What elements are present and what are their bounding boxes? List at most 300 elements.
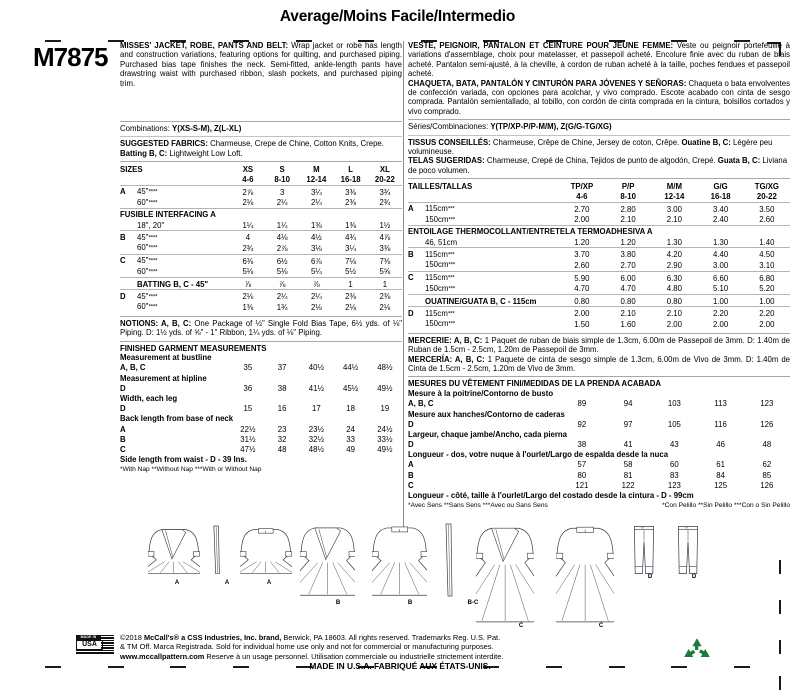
description-body-fr: Veste ou peignoir portefeuille à variations d'assemblage, choix pour matelasser, et passepoil acheté. Encolure finie avec du ruban de biais acheté. Pantalon semi-ajusté, à la cheville, à cordon de ruban acheté à la taille, poches fendues et passepoil acheté.: [408, 41, 790, 79]
yardage-value: 2⅜: [368, 290, 402, 302]
measurement-value: 15: [243, 404, 253, 414]
badge-underlines: [76, 650, 114, 655]
yardage-row-label: 150cm***: [425, 283, 455, 293]
size-header-cell: M: [313, 164, 320, 174]
yardage-value: 4⅞: [368, 231, 402, 243]
yardage-value: 2.60: [574, 260, 590, 270]
piece-letter: B: [120, 232, 126, 242]
yardage-row-label: D 115cm***: [408, 307, 559, 319]
yardage-value: 2.00: [666, 319, 682, 329]
yardage-row-label: C 115cm***: [408, 271, 559, 283]
yardage-row: [408, 283, 790, 294]
yardage-value: 0.80: [605, 295, 651, 307]
yardage-row-label: B 115cm***: [408, 248, 559, 260]
yardage-value: 3¼: [299, 185, 333, 197]
size-number-cell: 16-18: [340, 174, 361, 184]
piece-letter: C: [120, 256, 126, 266]
yardage-table-imperial: [120, 164, 402, 312]
yardage-value: 2⅜: [345, 198, 357, 208]
measurement-heading: Back length from base of neck: [120, 414, 234, 424]
measurement-value: 16: [277, 404, 287, 414]
yardage-value: 2.70: [559, 202, 605, 214]
batting-label-es: Guata B, C:: [717, 156, 761, 166]
yardage-value: 1.40: [759, 237, 775, 247]
yardage-value: 3.00: [713, 260, 729, 270]
measurement-value: 38: [577, 440, 587, 450]
yardage-value: 2.10: [651, 307, 697, 319]
yardage-value: 1.30: [713, 237, 729, 247]
yardage-value: 1: [333, 278, 367, 290]
measurement-value: 125: [714, 480, 728, 490]
notions-text-fr: 1 Paquet de ruban de biais simple de 1.3cm, 6.00m de Passepoil de 3mm. D: 1.40m de Ruban de 1.5cm - 2.5cm, 1.20m de Passepoil de 3mm.: [408, 335, 791, 355]
yardage-section-heading: ENTOILAGE THERMOCOLLANT/ENTRETELA TERMOADHESIVA A: [408, 226, 790, 238]
measurement-value: 24: [346, 424, 355, 434]
garment-illustration: [476, 522, 534, 625]
suggested-fabrics-fr: [408, 138, 790, 157]
yardage-row: [408, 307, 790, 319]
notions-label-es: MERCERÍA: A, B, C:: [408, 354, 485, 364]
measurement-piece: D: [408, 440, 414, 450]
measurement-piece: A, B, C: [408, 399, 434, 409]
fabrics-label-en: SUGGESTED FABRICS:: [120, 139, 208, 149]
yardage-row: [120, 220, 402, 231]
yardage-value: 5.20: [759, 284, 775, 294]
measurement-value: 41½: [308, 383, 324, 393]
measurement-value: 103: [667, 399, 681, 409]
garment-illustration: [240, 524, 292, 577]
yardage-value: 0.80: [651, 295, 697, 307]
yardage-value: 3¼: [345, 243, 357, 253]
measurement-piece: D: [120, 404, 126, 414]
illustration-label: C: [518, 623, 524, 629]
measurement-value: 33: [346, 434, 355, 444]
measurement-heading: Measurement at bustline: [120, 353, 212, 363]
yardage-value: 2¼: [299, 290, 333, 302]
side-length-fr: Longueur - côté, taille à l'ourlet/Largo del costado desde la cintura - D - 99cm: [408, 490, 694, 500]
measurement-heading: Mesure à la poitrine/Contorno de busto: [408, 389, 554, 399]
yardage-value: 1.20: [574, 237, 590, 247]
difficulty-label: Average/Moins Facile/Intermedio: [279, 8, 516, 25]
nap-note-es: *Con Pelillo **Sin Pelillo ***Con o Sin Pelillo: [662, 502, 790, 510]
illustration-label: C: [598, 623, 604, 629]
yardage-value: 2.00: [559, 307, 605, 319]
measurement-heading: Width, each leg: [120, 394, 178, 404]
measurement-value: 116: [714, 419, 727, 429]
size-header-cell: TP/XP: [570, 181, 594, 191]
yardage-value: 2⅛: [310, 302, 322, 312]
measurement-row: [120, 404, 402, 414]
measurement-row: [120, 445, 402, 455]
usa-text: USA: [76, 640, 103, 650]
yardage-row: [408, 260, 790, 271]
yardage-row-label: 18", 20": [137, 220, 165, 230]
yardage-value: 5⅛: [242, 267, 254, 277]
finished-measurements-title-en: FINISHED GARMENT MEASUREMENTS: [120, 343, 267, 353]
measurement-value: 37: [277, 363, 287, 373]
divider: [120, 136, 402, 137]
pattern-number: M7875: [33, 42, 108, 72]
measurement-value: 31½: [240, 434, 256, 444]
size-header-cell: L: [348, 164, 353, 174]
column-divider: [403, 41, 404, 533]
notions-label-en: NOTIONS: A, B, C:: [120, 318, 192, 328]
measurement-value: 23: [277, 424, 287, 434]
measurement-value: 48: [277, 444, 287, 454]
measurement-value: 17: [312, 404, 321, 414]
yardage-row: [120, 302, 402, 313]
yardage-row-label: 150cm***: [425, 319, 455, 329]
garment-illustration: [300, 522, 355, 598]
measurement-value: 80: [577, 470, 587, 480]
yardage-row-label: 60"****: [137, 302, 158, 312]
measurement-value: 32½: [308, 434, 324, 444]
measurement-value: 49½: [377, 444, 393, 454]
illustration-label: B: [407, 600, 413, 606]
piece-letter: C: [408, 273, 414, 283]
illustration-label: A: [266, 580, 272, 586]
recycle-icon: [682, 637, 712, 668]
measurement-heading: Longueur - dos, votre nuque à l'ourlet/Largo de espalda desde la nuca: [408, 450, 669, 460]
yardage-row-label: A 45"****: [120, 185, 231, 197]
measurement-heading: Mesure aux hanches/Contorno de caderas: [408, 409, 565, 419]
yardage-row: [120, 197, 402, 208]
measurement-value: 85: [762, 470, 772, 480]
yardage-value: 0.80: [559, 295, 605, 307]
made-in-text: MADE IN: [76, 635, 101, 640]
yardage-value: 1⅜: [242, 302, 254, 312]
description-french: [408, 41, 790, 79]
pants-illustration: [676, 524, 700, 577]
combinations-value-y: Y(XS-S-M),: [172, 124, 212, 134]
yardage-row: [408, 248, 790, 260]
copyright-line-3: www.mccallpattern.com Reserve à un usage personnel. Utilisation commerciale ou industrielle strictement interdite.: [120, 651, 504, 661]
yardage-value: 2.10: [666, 215, 682, 225]
yardage-value: 2¾: [379, 198, 391, 208]
yardage-value: 1.60: [620, 319, 636, 329]
measurement-value: 49: [346, 444, 355, 454]
flag-stripes-icon: [101, 635, 114, 649]
description-body-es: Chaqueta o bata envolventes de confección variada, con opciones para acolchar, y vivo comprado. Escote acabado con cinta de sesgo comprada. Pantalón semientallado, al tobillo, con cordón de cinta comprada en la cintura, bolsillos cortados y vivo comprado.: [408, 78, 790, 116]
measurement-value: 84: [716, 470, 725, 480]
batting-text-fr: Légère peu volumineuse.: [408, 137, 773, 157]
piece-letter: B: [408, 249, 414, 259]
yardage-value: 3.40: [697, 202, 743, 214]
measurement-value: 123: [760, 399, 774, 409]
side-length-en: Side length from waist - D - 39 Ins.: [120, 454, 247, 464]
yardage-value: 2⅛: [242, 198, 254, 208]
yardage-row: [120, 185, 402, 197]
yardage-value: 2⅜: [333, 290, 367, 302]
yardage-value: 2.20: [744, 307, 790, 319]
measurement-piece: B: [120, 434, 126, 444]
yardage-value: 2.00: [759, 319, 775, 329]
measurement-value: 19: [380, 404, 390, 414]
made-in-usa-badge: [76, 635, 114, 655]
yardage-value: 1¼: [242, 220, 254, 230]
measurement-value: 23½: [308, 424, 324, 434]
notions-en: [120, 319, 402, 338]
yardage-value: 2.90: [666, 260, 682, 270]
yardage-value: 3.70: [559, 248, 605, 260]
yardage-value: 4.40: [697, 248, 743, 260]
yardage-value: 2¾: [242, 243, 254, 253]
garment-illustration: [148, 524, 200, 577]
yardage-row-label: 150cm***: [425, 214, 455, 224]
garment-illustration: [556, 522, 614, 625]
yardage-row: [120, 266, 402, 277]
yardage-value: 7⅛: [333, 254, 367, 266]
garment-illustration: [372, 522, 427, 598]
yardage-value: 3: [265, 185, 299, 197]
made-in-usa-line: MADE IN U.S.A. FABRIQUÉ AUX ÉTATS-UNIS.: [309, 660, 491, 671]
yardage-value: 6.30: [651, 271, 697, 283]
suggested-fabrics-en: [120, 139, 402, 158]
combinations-value-z: Z(L-XL): [214, 124, 242, 134]
combinations-fr: [408, 122, 790, 131]
garment-line-drawings: [0, 520, 795, 638]
finished-table-metric: [408, 389, 790, 491]
illustration-label: A: [174, 580, 180, 586]
yardage-value: 6.00: [605, 271, 651, 283]
combinations-value-z-fr: Z(G/G-TG/XG): [560, 122, 612, 132]
measurement-row: [408, 399, 790, 409]
yardage-value: 5½: [345, 267, 357, 277]
yardage-table-metric: [408, 181, 790, 329]
brand-name: McCall's® a CSS Industries, Inc. brand,: [143, 633, 282, 642]
measurement-value: 83: [670, 470, 679, 480]
measurement-value: 45½: [343, 383, 359, 393]
yardage-value: 7⅜: [368, 254, 402, 266]
yardage-value: 5.90: [559, 271, 605, 283]
measurement-row: [120, 434, 402, 444]
finished-measurements-title-fr: MESURES DU VÊTEMENT FINI/MEDIDAS DE LA PRENDA ACABADA: [408, 379, 661, 389]
combinations-label-en: Combinations:: [120, 124, 170, 134]
measurement-value: 44½: [343, 363, 359, 373]
yardage-value: 4: [231, 231, 265, 243]
yardage-value: 2¼: [265, 290, 299, 302]
nap-note-fr: *Avec Sens **Sans Sens ***Avec ou Sans Sens: [408, 502, 548, 510]
notions-fr: [408, 336, 790, 355]
suggested-fabrics-es: [408, 156, 790, 175]
measurement-value: 121: [575, 480, 589, 490]
yardage-value: 2.10: [620, 215, 636, 225]
measurement-value: 105: [667, 419, 681, 429]
yardage-value: 1.00: [744, 295, 790, 307]
copyright-line-1: ©2018 McCall's® a CSS Industries, Inc. brand, Berwick, PA 18603. All rights reserved. Trademarks Reg. U.S. Pat.: [120, 633, 501, 642]
measurement-row: [120, 424, 402, 434]
yardage-value: 2⅞: [231, 185, 265, 197]
combinations-label-fr: Séries/Combinaciones:: [408, 122, 489, 132]
yardage-row-label: 60"****: [137, 197, 158, 207]
yardage-row-label: C 45"****: [120, 254, 231, 266]
yardage-row-label: B 45"****: [120, 231, 231, 243]
yardage-value: 2⅞: [276, 243, 288, 253]
measurement-piece: A: [408, 460, 414, 470]
yardage-value: 3.00: [651, 202, 697, 214]
yardage-row: [120, 231, 402, 243]
measurement-row: [408, 419, 790, 429]
yardage-value: 4.70: [620, 284, 636, 294]
yardage-row: [408, 214, 790, 225]
description-english: [120, 41, 402, 88]
description-title-fr: VESTE, PEIGNOIR, PANTALON ET CEINTURE POUR JEUNE FEMME:: [408, 41, 674, 50]
divider: [408, 178, 790, 179]
yardage-value: 2.00: [713, 319, 729, 329]
yardage-value: 4.50: [744, 248, 790, 260]
yardage-row-label: 150cm***: [425, 260, 455, 270]
size-header-cell: S: [279, 164, 285, 174]
measurement-piece: C: [408, 480, 414, 490]
yardage-value: 1¾: [276, 302, 288, 312]
yardage-value: 2.00: [574, 215, 590, 225]
copyright-block: [120, 633, 680, 671]
belt-illustration: [212, 524, 223, 577]
yardage-value: 6⅞: [299, 254, 333, 266]
measurement-value: 126: [760, 419, 774, 429]
yardage-row-label: BATTING B, C - 45": [120, 278, 231, 290]
measurement-value: 32: [277, 434, 287, 444]
yardage-row: [120, 278, 402, 290]
belt-illustration: [444, 522, 456, 599]
description-title-es: CHAQUETA, BATA, PANTALÓN Y CINTURÓN PARA JÓVENES Y SEÑORAS:: [408, 78, 687, 88]
yardage-value: 1⅜: [310, 220, 322, 230]
yardage-value: 3⅛: [310, 243, 322, 253]
yardage-row: [408, 295, 790, 307]
copyright-line-2: & TM Off. Marca Registrada. Sold for individual home use only and not for commercial or manufacturing purposes.: [120, 642, 494, 652]
description-body-en: Wrap jacket or robe has length and construction variations, featuring options for quilting, and purchased piping. Purchased bias tape finishes the neck. Semi-fitted, ankle-length pants have drawstring waist with purchased ribbon, slash pockets, and purchased piping trim.: [120, 41, 402, 88]
notions-text-en: One Package of ½" Single Fold Bias Tape, 6½ yds. of ⅛" Piping. D: 1½ yds. of ⅝" - 1" Ribbon, 1¼ yds. of ⅛" Piping.: [120, 318, 402, 338]
yardage-row: [120, 290, 402, 302]
size-number-cell: 8-10: [620, 191, 636, 201]
sizes-header: TAILLES/TALLAS: [408, 181, 473, 191]
sizes-header: SIZES: [120, 164, 143, 174]
illustration-label: D: [647, 574, 653, 580]
illustration-label: A: [224, 580, 230, 586]
batting-text-es: Liviana de poco volumen.: [408, 156, 788, 175]
piece-letter: D: [120, 291, 126, 301]
size-header-cell: XL: [379, 164, 390, 174]
yardage-row-label: OUATINE/GUATA B, C - 115cm: [408, 295, 559, 307]
divider: [120, 121, 402, 122]
fabrics-label-es: TELAS SUGERIDAS:: [408, 156, 485, 166]
fabrics-text-en: Charmeuse, Crepe de Chine, Cotton Knits, Crepe.: [207, 139, 384, 149]
divider: [408, 376, 790, 377]
measurement-value: 22½: [240, 424, 256, 434]
yardage-row-label: 60"****: [137, 243, 158, 253]
size-number-cell: 20-22: [374, 174, 395, 184]
measurement-value: 33½: [377, 434, 393, 444]
yardage-value: 4.70: [574, 284, 590, 294]
yardage-value: 2¼: [310, 198, 322, 208]
measurement-row: [120, 383, 402, 393]
measurement-value: 58: [623, 460, 633, 470]
yardage-value: ⅞: [299, 278, 333, 290]
measurement-value: 57: [577, 460, 587, 470]
yardage-row: [408, 271, 790, 283]
measurement-value: 61: [716, 460, 725, 470]
measurement-piece: C: [120, 444, 126, 454]
nap-note-en: *With Nap **Without Nap ***With or Without Nap: [120, 466, 262, 474]
batting-label-fr: Ouatine B, C:: [681, 137, 731, 147]
yardage-value: 2⅛: [231, 290, 265, 302]
size-number-cell: 12-14: [664, 191, 685, 201]
measurement-value: 24½: [377, 424, 393, 434]
divider: [408, 119, 790, 120]
measurement-value: 97: [623, 419, 633, 429]
divider: [408, 135, 790, 136]
yardage-value: 1.30: [666, 237, 682, 247]
combinations-en: [120, 124, 402, 133]
yardage-value: 1.20: [620, 237, 636, 247]
measurement-row: [408, 470, 790, 480]
notions-label-fr: MERCERIE: A, B, C:: [408, 335, 483, 345]
measurement-value: 18: [346, 404, 355, 414]
measurement-row: [408, 440, 790, 450]
yardage-row: [120, 254, 402, 266]
yardage-value: 3¾: [368, 185, 402, 197]
website-url[interactable]: www.mccallpattern.com: [120, 651, 205, 661]
measurement-piece: D: [408, 419, 414, 429]
size-header-cell: TG/XG: [754, 181, 779, 191]
yardage-value: 5.10: [713, 284, 729, 294]
measurement-row: [120, 363, 402, 373]
yardage-value: 2.80: [605, 202, 651, 214]
yardage-value: 2⅛: [379, 302, 391, 312]
yardage-value: 3⅜: [379, 243, 391, 253]
measurement-piece: B: [408, 470, 414, 480]
measurement-value: 123: [667, 480, 681, 490]
batting-text-en: Lightweight Low Loft.: [167, 148, 243, 158]
divider: [120, 341, 402, 342]
description-spanish: [408, 79, 790, 117]
measurement-piece: A, B, C: [120, 363, 146, 373]
yardage-value: 4.20: [651, 248, 697, 260]
measurement-row: [408, 460, 790, 470]
measurement-heading: Measurement at hipline: [120, 373, 207, 383]
yardage-value: 1.00: [697, 295, 743, 307]
yardage-value: 1½: [379, 220, 391, 230]
measurement-value: 40½: [308, 363, 324, 373]
measurement-value: 126: [760, 480, 774, 490]
yardage-value: 1⅜: [345, 220, 357, 230]
measurement-value: 41: [623, 440, 633, 450]
description-title-en: MISSES' JACKET, ROBE, PANTS AND BELT:: [120, 41, 289, 50]
measurement-value: 49½: [377, 383, 393, 393]
illustration-label: B-C: [467, 600, 479, 606]
size-number-cell: 20-22: [756, 191, 777, 201]
measurement-value: 92: [577, 419, 587, 429]
edge-tick: [779, 676, 781, 690]
size-number-cell: 12-14: [306, 174, 327, 184]
yardage-value: 4¾: [333, 231, 367, 243]
measurement-value: 43: [670, 440, 679, 450]
yardage-value: 5¼: [310, 267, 322, 277]
measurement-value: 48½: [308, 444, 324, 454]
measurement-piece: D: [120, 383, 126, 393]
measurement-value: 81: [623, 470, 633, 480]
yardage-row-label: 60"****: [137, 266, 158, 276]
yardage-value: 6½: [265, 254, 299, 266]
yardage-value: 2.40: [713, 215, 729, 225]
piece-letter: A: [120, 187, 126, 197]
measurement-value: 113: [714, 399, 727, 409]
measurement-value: 47½: [240, 444, 256, 454]
measurement-row: [408, 480, 790, 490]
fabrics-text-fr: Charmeuse, Crêpe de Chine, Jersey de coton, Crêpe.: [490, 137, 680, 147]
yardage-value: 2⅛: [345, 302, 357, 312]
yardage-value: 2.70: [620, 260, 636, 270]
measurement-value: 35: [243, 363, 253, 373]
